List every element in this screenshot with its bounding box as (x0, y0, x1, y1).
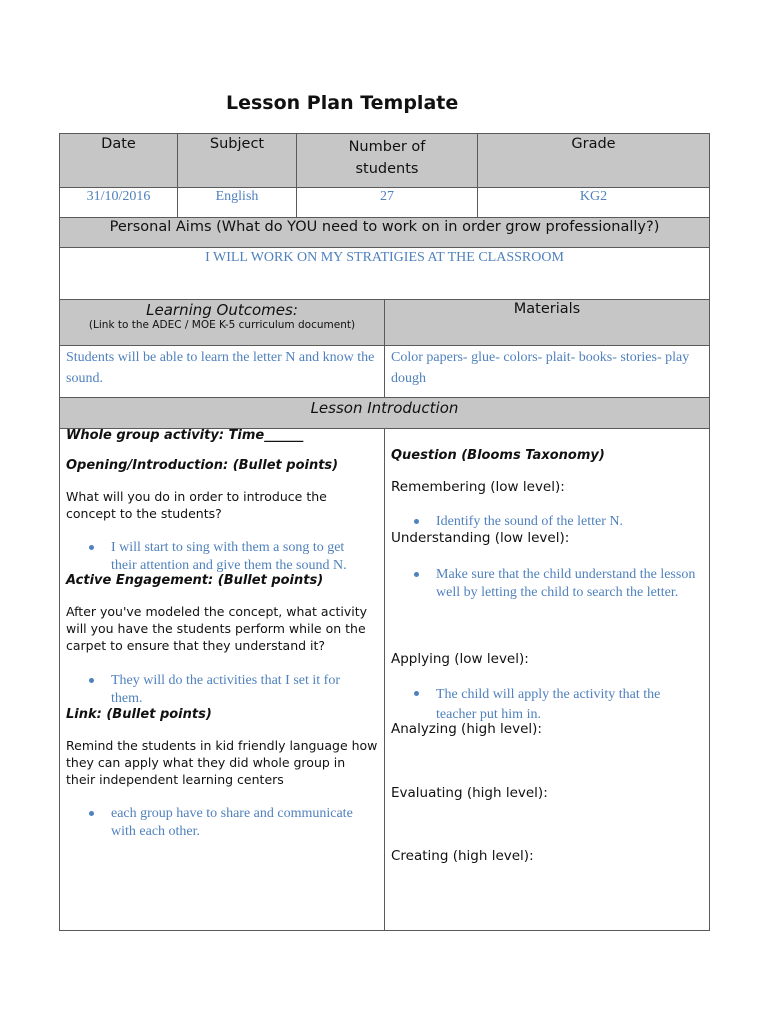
subject-header-cell (177, 133, 297, 188)
materials-value-cell (384, 345, 710, 398)
link-bullet: each group have to share and communicate with each other. (111, 806, 353, 839)
lesson-intro-label: Lesson Introduction (310, 399, 459, 417)
grade-header-cell (477, 133, 710, 188)
date-value-cell (59, 187, 178, 218)
bullet-icon (89, 545, 94, 550)
grade-header: Grade (571, 136, 616, 152)
materials-value: Color papers- glue- colors- plait- books- stories- play dough (391, 350, 690, 386)
students-header-cell (296, 133, 478, 188)
learning-outcomes-sublabel: (Link to the ADEC / MOE K-5 curriculum document) (88, 319, 356, 331)
bullet-icon (89, 678, 94, 683)
personal-aims-label: Personal Aims (What do YOU need to work on in order grow professionally?) (109, 219, 660, 235)
grade-value-cell (477, 187, 710, 218)
link-text: Remind the students in kid friendly language how they can apply what they did whole group in their independent learning centers (66, 738, 378, 787)
lesson-intro-header-cell (59, 397, 710, 429)
remembering-bullet: Identify the sound of the letter N. (436, 514, 624, 529)
students-value-cell (296, 187, 478, 218)
materials-label: Materials (513, 301, 581, 317)
grade-value: KG2 (579, 189, 608, 204)
subject-value: English (215, 189, 259, 204)
page-title: Lesson Plan Template (226, 92, 459, 114)
personal-aims-header-cell (59, 217, 710, 248)
applying-bullet: The child will apply the activity that the teacher put him in. (436, 687, 661, 722)
applying-label: Applying (low level): (391, 651, 529, 667)
active-engagement-bullet: They will do the activities that I set it for them. (111, 673, 340, 706)
active-engagement-label: Active Engagement: (Bullet points) (66, 573, 324, 588)
materials-header-cell (384, 299, 710, 346)
personal-aims-value-cell (59, 247, 710, 300)
evaluating-label: Evaluating (high level): (391, 785, 548, 801)
understanding-label: Understanding (low level): (391, 530, 570, 546)
learning-outcomes-label: Learning Outcomes: (146, 301, 298, 319)
learning-outcomes-value-cell (59, 345, 385, 398)
analyzing-label: Analyzing (high level): (391, 721, 542, 737)
whole-group-label: Whole group activity: Time______ (66, 428, 304, 443)
creating-label: Creating (high level): (391, 848, 534, 864)
personal-aims-value: I WILL WORK ON MY STRATIGIES AT THE CLASSROOM (205, 250, 564, 265)
opening-label: Opening/Introduction: (Bullet points) (66, 458, 339, 473)
remembering-label: Remembering (low level): (391, 479, 565, 495)
bullet-icon (89, 811, 94, 816)
understanding-bullet: Make sure that the child understand the lesson well by letting the child to search the letter. (436, 567, 696, 600)
bullet-icon (414, 519, 419, 524)
learning-outcomes-value: Students will be able to learn the letter N and know the sound. (66, 350, 375, 386)
active-engagement-text: After you've modeled the concept, what activity will you have the students perform while on the carpet to ensure that they understand it? (66, 604, 368, 653)
bullet-icon (414, 691, 419, 696)
link-label: Link: (Bullet points) (66, 707, 212, 722)
students-header: Number of students (348, 139, 426, 177)
date-value: 31/10/2016 (86, 189, 151, 204)
subject-header: Subject (209, 136, 265, 152)
date-header: Date (101, 136, 136, 152)
opening-bullet: I will start to sing with them a song to get their attention and give them the sound N. (111, 540, 347, 573)
learning-outcomes-header-cell (59, 299, 385, 346)
opening-text: What will you do in order to introduce the concept to the students? (66, 489, 327, 521)
date-header-cell (59, 133, 178, 188)
question-label: Question (Blooms Taxonomy) (391, 448, 605, 463)
students-value: 27 (380, 189, 394, 204)
subject-value-cell (177, 187, 297, 218)
bullet-icon (414, 572, 419, 577)
